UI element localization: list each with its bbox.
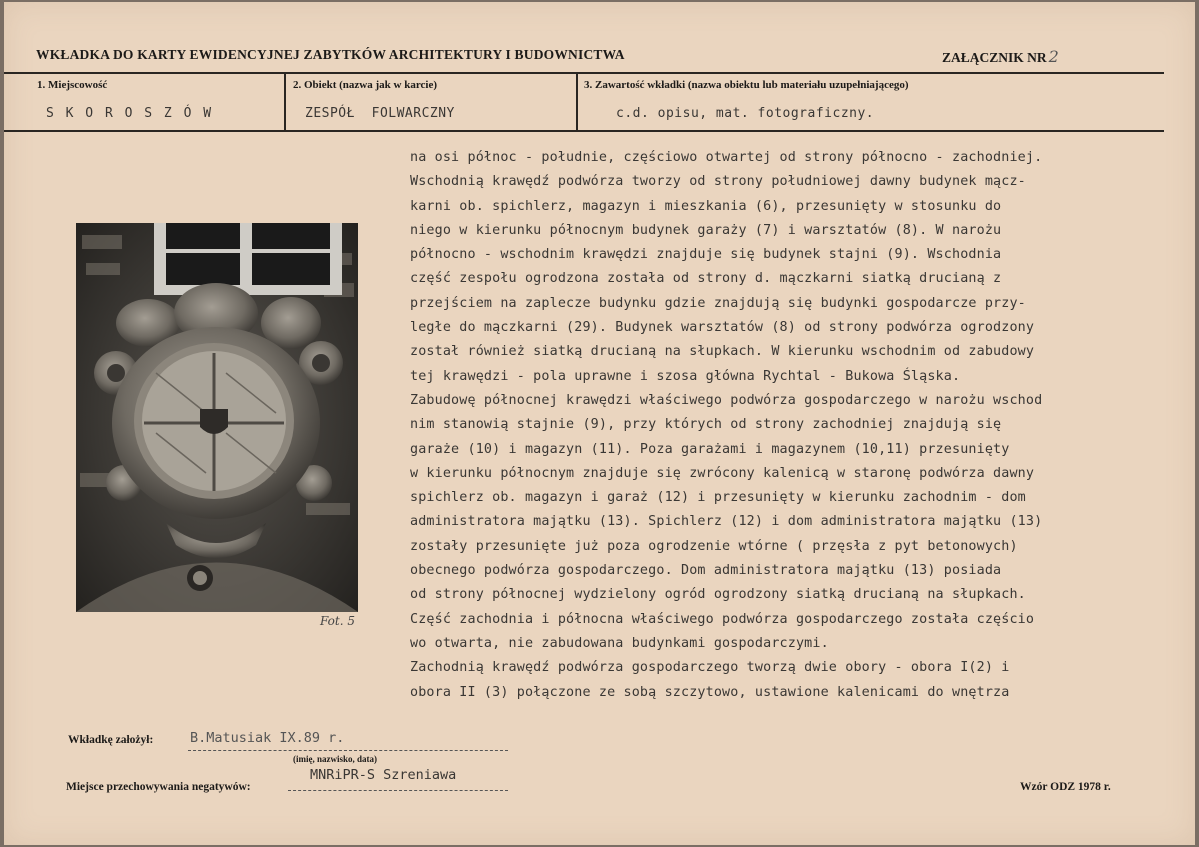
annex-number — [942, 47, 1059, 66]
field-value-object: ZESPÓŁ FOLWARCZNY — [305, 106, 455, 121]
form-code: Wzór ODZ 1978 r. — [1020, 781, 1111, 793]
field-divider-1 — [284, 72, 286, 130]
photo-caption: Fot. 5 — [320, 614, 355, 628]
text-line: wo otwarta, nie zabudowana budynkami gospodarczymi. — [410, 635, 829, 651]
founded-line — [188, 750, 508, 751]
text-line: obora II (3) połączone ze sobą szczytowo, ustawione kalenicami do wnętrza — [410, 684, 1010, 700]
annex-number-value: 2 — [1048, 47, 1059, 66]
text-line: Wschodnią krawędź podwórza tworzy od strony południowej dawny budynek mącz- — [410, 174, 1026, 190]
founded-note: (imię, nazwisko, data) — [293, 754, 377, 764]
text-line: karni ob. spichlerz, magazyn i mieszkania (6), przesunięty w stosunku do — [410, 198, 1002, 214]
text-line: północno - wschodnim krawędzi znajduje się budynek stajni (9). Wschodnia — [410, 247, 1002, 263]
description-text — [410, 146, 1192, 705]
field-label-contents: 3. Zawartość wkładki (nazwa obiektu lub materiału uzupełniającego) — [584, 79, 909, 91]
field-divider-2 — [576, 72, 578, 130]
negatives-line — [288, 790, 508, 791]
text-line: ległe do mączkarni (29). Budynek warsztatów (8) od strony podwórza ogrodzony — [410, 320, 1035, 336]
text-line: w kierunku północnym znajduje się zwrócony kalenicą w staronę podwórza dawny — [410, 465, 1035, 481]
text-line: od strony północnej wydzielony ogród ogrodzony siatką drucianą na słupkach. — [410, 587, 1026, 603]
text-line: garaże (10) i magazyn (11). Poza garażami i magazynem (10,11) przesunięty — [410, 441, 1010, 457]
text-line: nim stanowią stajnie (9), przy których od strony zachodniej znajdują się — [410, 417, 1002, 433]
negatives-value: MNRiPR-S Szreniawa — [310, 767, 457, 783]
field-value-locality: S K O R O S Z Ó W — [46, 106, 214, 121]
text-line: Zachodnią krawędź podwórza gospodarczego tworzą dwie obory - obora I(2) i — [410, 660, 1010, 676]
text-line: Zabudowę północnej krawędzi właściwego podwórza gospodarczego w narożu wschod — [410, 392, 1043, 408]
text-line: został również siatką drucianą na słupkach. W kierunku wschodnim od zabudowy — [410, 344, 1035, 360]
text-line: administratora majątku (13). Spichlerz (12) i dom administratora majątku (13) — [410, 514, 1043, 530]
founded-label: Wkładkę założył: — [68, 734, 154, 746]
field-value-contents: c.d. opisu, mat. fotograficzny. — [616, 106, 875, 121]
record-card — [4, 2, 1195, 845]
text-line: spichlerz ob. magazyn i garaż (12) i przesunięty w kierunku zachodnim - dom — [410, 490, 1026, 506]
text-line: tej krawędzi - pola uprawne i szosa główna Rychtal - Bukowa Śląska. — [410, 368, 961, 384]
negatives-label: Miejsce przechowywania negatywów: — [66, 781, 251, 793]
text-line: przejściem na zaplecze budynku gdzie znajdują się budynki gospodarcze przy- — [410, 295, 1026, 311]
text-line: zostały przesunięte już poza ogrodzenie wtórne ( przęsła z pyt betonowych) — [410, 538, 1018, 554]
text-line: część zespołu ogrodzona została od strony d. mączkarni siatką drucianą z — [410, 271, 1002, 287]
text-line: na osi północ - południe, częściowo otwartej od strony północno - zachodniej. — [410, 150, 1043, 165]
header-rule-bottom — [4, 130, 1164, 132]
coat-of-arms-image — [76, 223, 358, 612]
text-line: Część zachodnia i północna właściwego podwórza gospodarczego została częścio — [410, 611, 1035, 627]
photo-coat-of-arms — [76, 223, 358, 612]
document-title: WKŁADKA DO KARTY EWIDENCYJNEJ ZABYTKÓW ARCHITEKTURY I BUDOWNICTWA — [36, 47, 625, 62]
annex-label: ZAŁĄCZNIK NR — [942, 50, 1047, 65]
founded-value: B.Matusiak IX.89 r. — [190, 730, 345, 746]
header-rule-top — [4, 72, 1164, 74]
text-line: niego w kierunku północnym budynek garaży (7) i warsztatów (8). W narożu — [410, 222, 1002, 238]
field-label-locality: 1. Miejscowość — [37, 79, 108, 91]
text-line: obecnego podwórza gospodarczego. Dom administratora majątku (13) posiada — [410, 563, 1002, 579]
field-label-object: 2. Obiekt (nazwa jak w karcie) — [293, 79, 438, 91]
